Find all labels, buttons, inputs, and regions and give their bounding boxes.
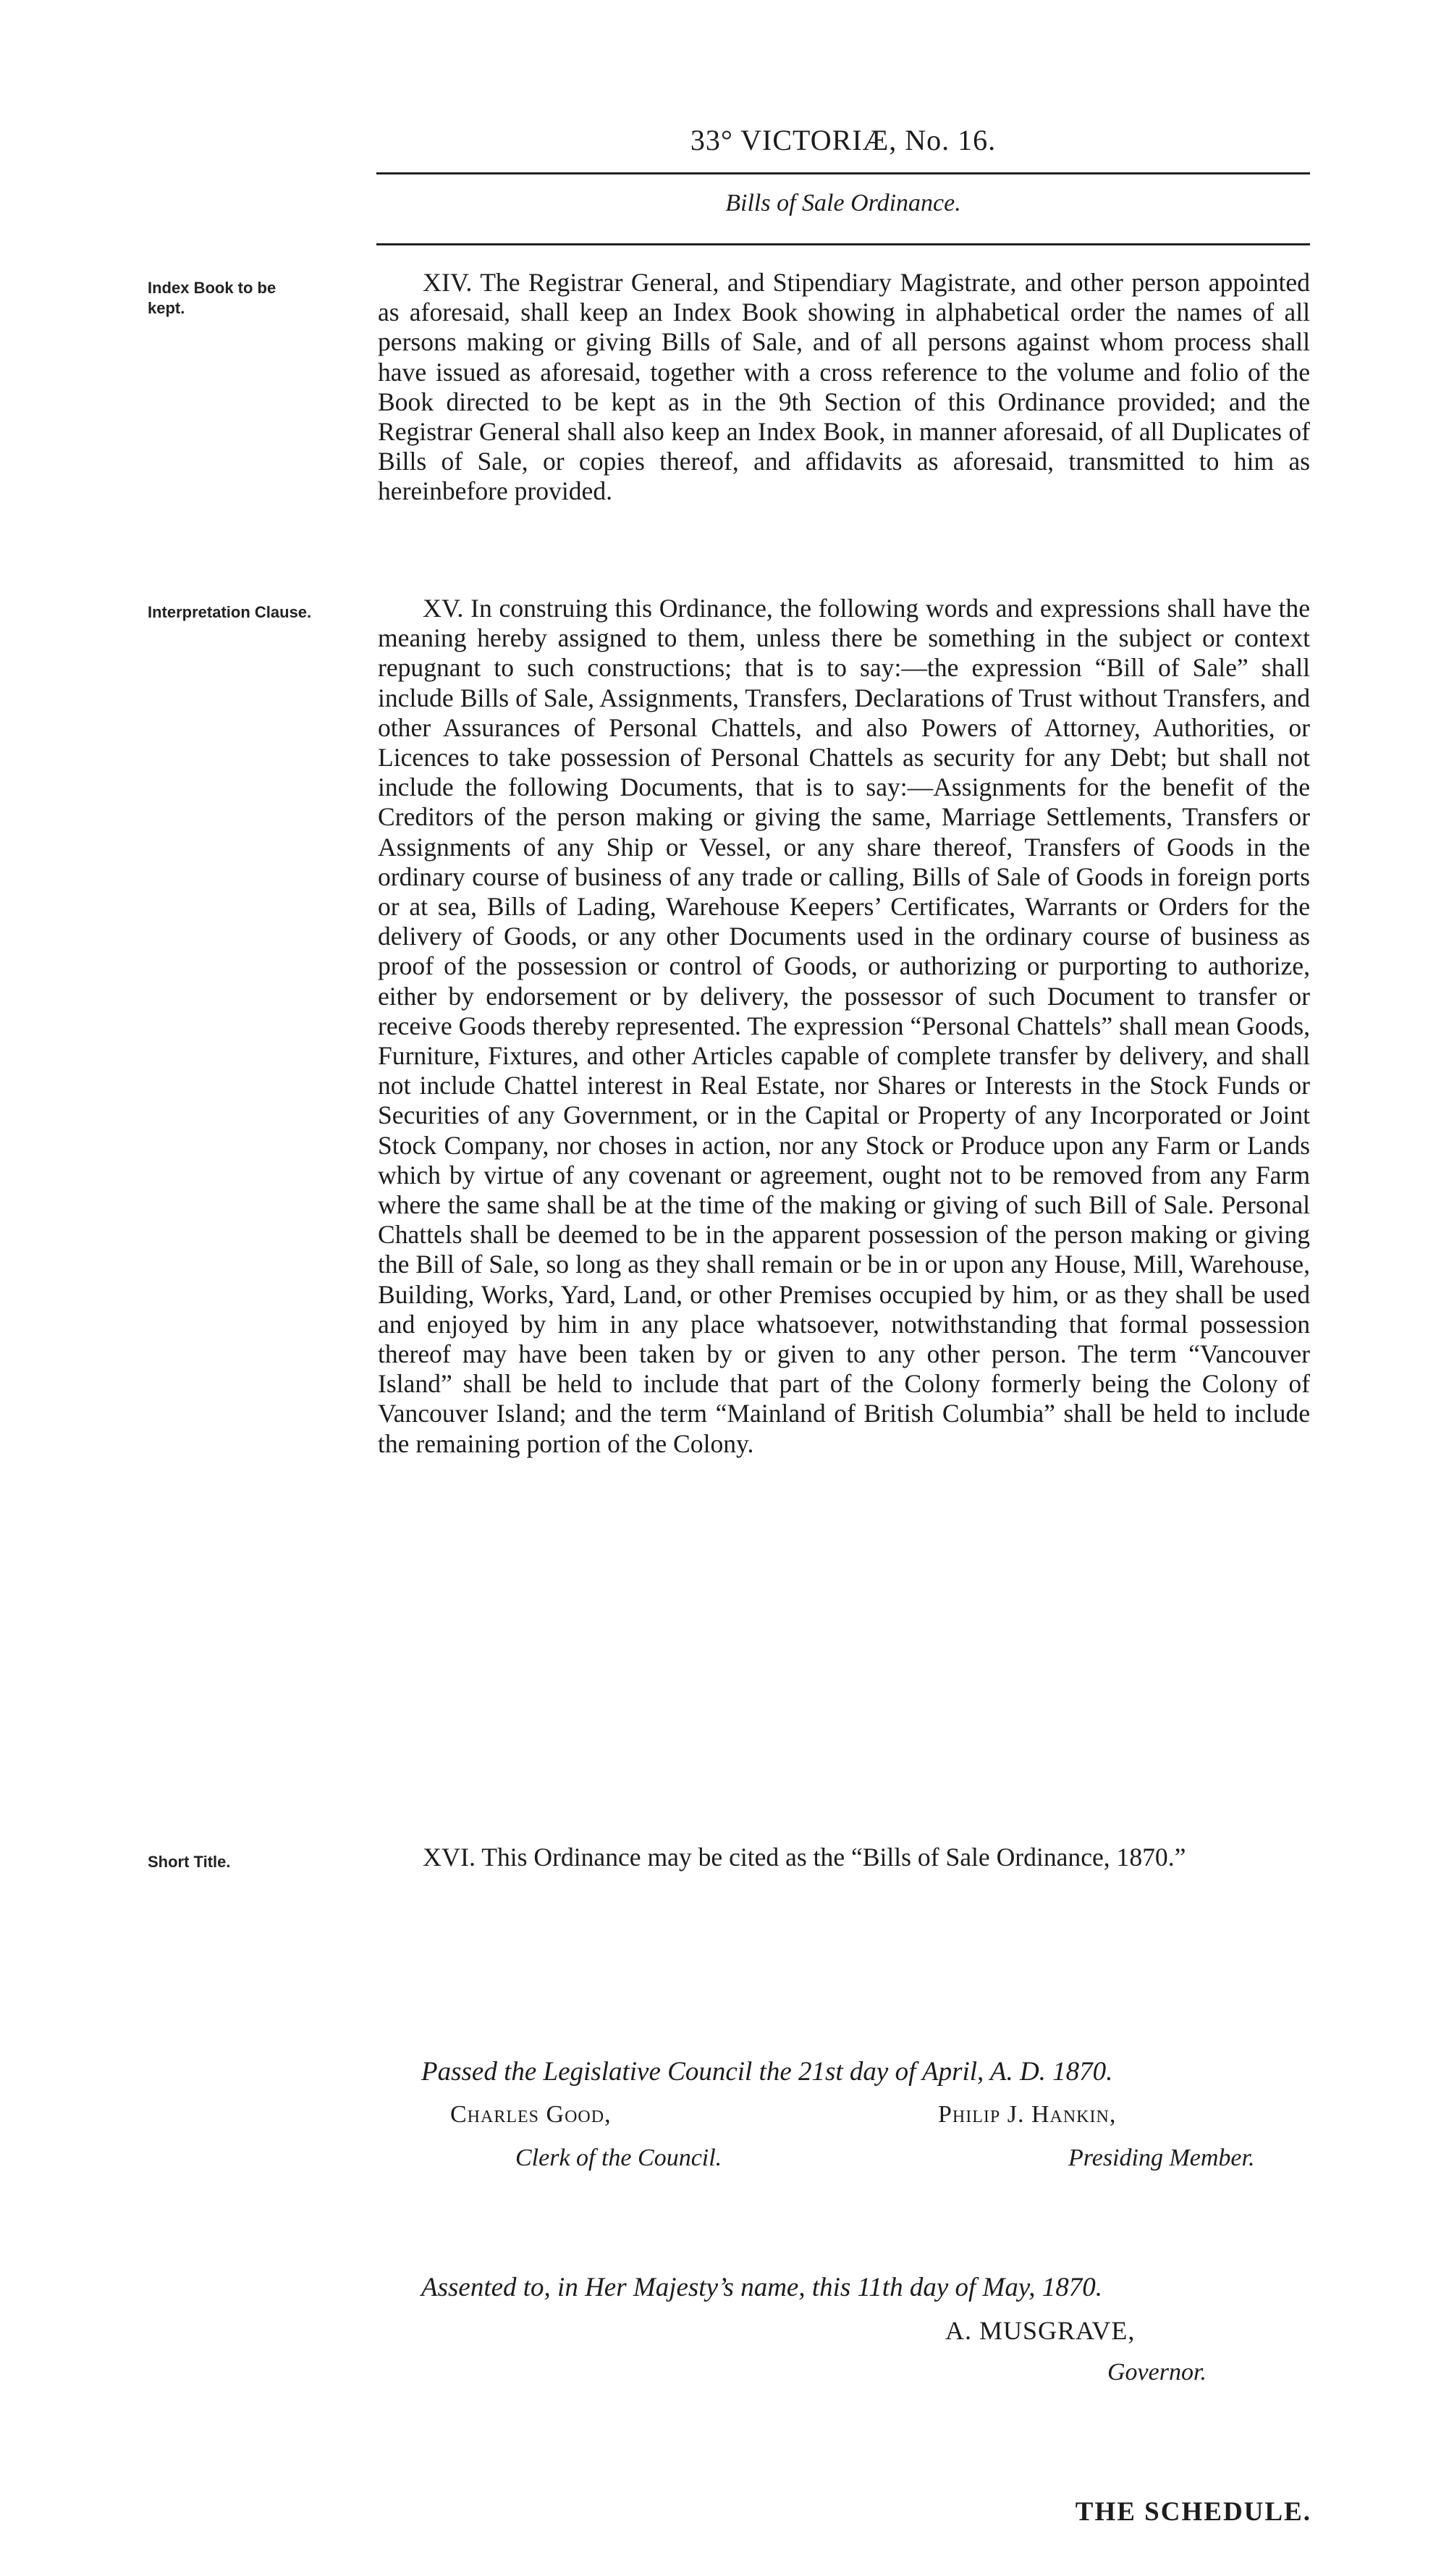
assent-line: Assented to, in Her Majesty’s name, this 11th day of May, 1870. xyxy=(421,2273,1102,2302)
header-rule-bottom xyxy=(376,243,1310,245)
section-xv xyxy=(378,594,1310,1459)
section-xvi xyxy=(378,1843,1310,1872)
governor-title: Governor. xyxy=(1107,2359,1207,2386)
act-title: Bills of Sale Ordinance. xyxy=(725,190,961,216)
catchword-schedule: THE SCHEDULE. xyxy=(1075,2497,1311,2527)
section-text: In construing this Ordinance, the following words and expressions shall have the meaning hereby assigned to them, unless there be something in the subject or context repugnant to such constructions; that is to say:—the expression “Bill of Sale” shall include Bills of Sale, Assignments, Transfers, Declarations of Trust without Transfers, and other Assurances of Personal Chattels, and also Powers of Attorney, Authorities, or Licences to take possession of Personal Chattels as security for any Debt; but shall not include the following Documents, that is to say:—Assignments for the benefit of the Creditors of the person making or giving the same, Marriage Settlements, Transfers or Assignments of any Ship or Vessel, or any share thereof, Transfers of Goods in the ordinary course of business of any trade or calling, Bills of Sale of Goods in foreign ports or at sea, Bills of Lading, Warehouse Keepers’ Certificates, Warrants or Orders for the delivery of Goods, or any other Documents used in the ordinary course of business as proof of the possession or control of Goods, or authorizing or purporting to authorize, either by endorsement or by delivery, the possessor of such Document to transfer or receive Goods thereby represented. The expression “Personal Chattels” shall mean Goods, Furniture, Fixtures, and other Articles capable of complete transfer by delivery, and shall not include Chattel interest in Real Estate, nor Shares or Interests in the Stock Funds or Securities of any Government, or in the Capital or Property of any Incorporated or Joint Stock Company, nor choses in action, nor any Stock or Produce upon any Farm or Lands which by virtue of any covenant or agreement, ought not to be removed from any Farm where the same shall be at the time of the making or giving of such Bill of Sale. Personal Chattels shall be deemed to be in the apparent possession of the person making or giving the Bill of Sale, so long as they shall remain or be in or upon any House, Mill, Warehouse, Building, Works, Yard, Land, or other Premises occupied by him, or as they shall be used and enjoyed by him in any place whatsoever, notwithstanding that formal possession thereof may have been taken by or given to any other person. The term “Vancouver Island” shall be held to include that part of the Colony formerly being the Colony of Vancouver Island; and the term “Mainland of British Columbia” shall be held to include the remaining portion of the Colony. xyxy=(378,594,1310,1458)
section-number: XIV. xyxy=(423,268,473,297)
section-number: XV. xyxy=(423,594,464,623)
presiding-member-title: Presiding Member. xyxy=(1068,2144,1255,2171)
margin-note-index-book: Index Book to be kept. xyxy=(148,279,276,317)
running-head: 33° VICTORIÆ, No. 16. xyxy=(690,124,997,156)
presiding-member-name: Philip J. Hankin, xyxy=(938,2101,1117,2128)
section-text: The Registrar General, and Stipendiary Magistrate, and other person appointed as aforesaid, shall keep an Index Book showing in alphabetical order the names of all persons making or giving Bills of Sale, and of all persons against whom process shall have issued as aforesaid, together with a cross reference to the volume and folio of the Book directed to be kept as in the 9th Section of this Ordinance provided; and the Registrar General shall also keep an Index Book, in manner aforesaid, of all Duplicates of Bills of Sale, or copies thereof, and affidavits as aforesaid, transmitted to him as hereinbefore provided. xyxy=(378,268,1310,506)
section-number: XVI. xyxy=(423,1843,476,1872)
clerk-name: Charles Good, xyxy=(450,2101,612,2128)
passed-line: Passed the Legislative Council the 21st day of April, A. D. 1870. xyxy=(421,2057,1113,2087)
section-xiv xyxy=(378,268,1310,507)
header-rule-top xyxy=(376,172,1310,174)
clerk-title: Clerk of the Council. xyxy=(515,2144,722,2171)
margin-note-interpretation: Interpretation Clause. xyxy=(148,603,312,621)
margin-note-short-title: Short Title. xyxy=(148,1853,231,1871)
section-text: This Ordinance may be cited as the “Bills of Sale Ordinance, 1870.” xyxy=(481,1843,1186,1872)
governor-name: A. MUSGRAVE, xyxy=(945,2316,1136,2345)
